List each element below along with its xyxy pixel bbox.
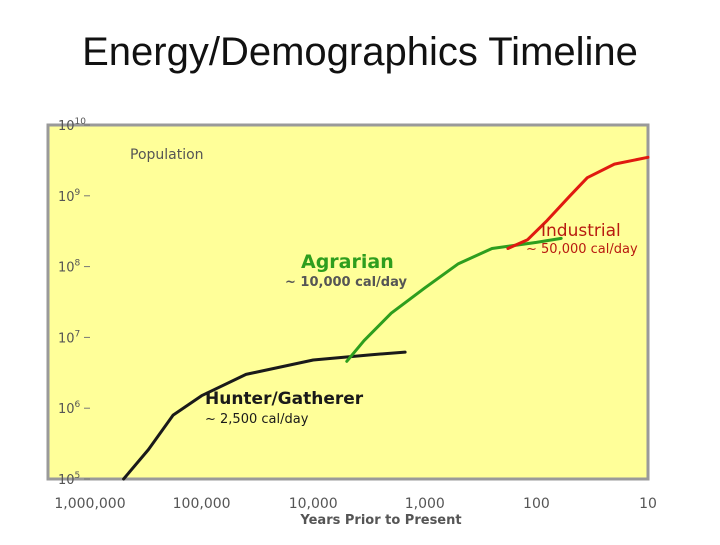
y-tick-label: $10^8$ <box>58 258 81 276</box>
x-tick-label: 100 <box>523 496 550 512</box>
y-tick-label: $10^6$ <box>58 400 81 418</box>
x-axis-title: Years Prior to Present <box>300 513 462 528</box>
hunter-gatherer-label: Hunter/Gatherer <box>205 389 364 409</box>
population-chart <box>0 110 720 540</box>
x-tick-label: 1,000,000 <box>54 496 126 512</box>
y-tick-label: $10^{10}$ <box>58 117 86 134</box>
y-tick-label: $10^5$ <box>58 471 81 488</box>
industrial-energy-note: ~ 50,000 cal/day <box>526 242 638 257</box>
x-tick-label: 100,000 <box>172 496 231 512</box>
x-tick-label: 10 <box>639 496 657 512</box>
agrarian-label: Agrarian <box>301 251 394 273</box>
x-tick-label: 1,000 <box>404 496 445 512</box>
x-tick-label: 10,000 <box>288 496 338 512</box>
y-axis-label: Population <box>130 147 204 163</box>
y-tick-label: $10^7$ <box>58 329 81 347</box>
industrial-label: Industrial <box>541 221 621 241</box>
plot-background <box>48 125 648 479</box>
slide-title: Energy/Demographics Timeline <box>82 30 638 74</box>
y-tick-label: $10^9$ <box>58 187 81 205</box>
hunter-gatherer-energy-note: ~ 2,500 cal/day <box>205 412 309 427</box>
chart-container <box>0 110 720 540</box>
agrarian-energy-note: ~ 10,000 cal/day <box>285 275 407 290</box>
